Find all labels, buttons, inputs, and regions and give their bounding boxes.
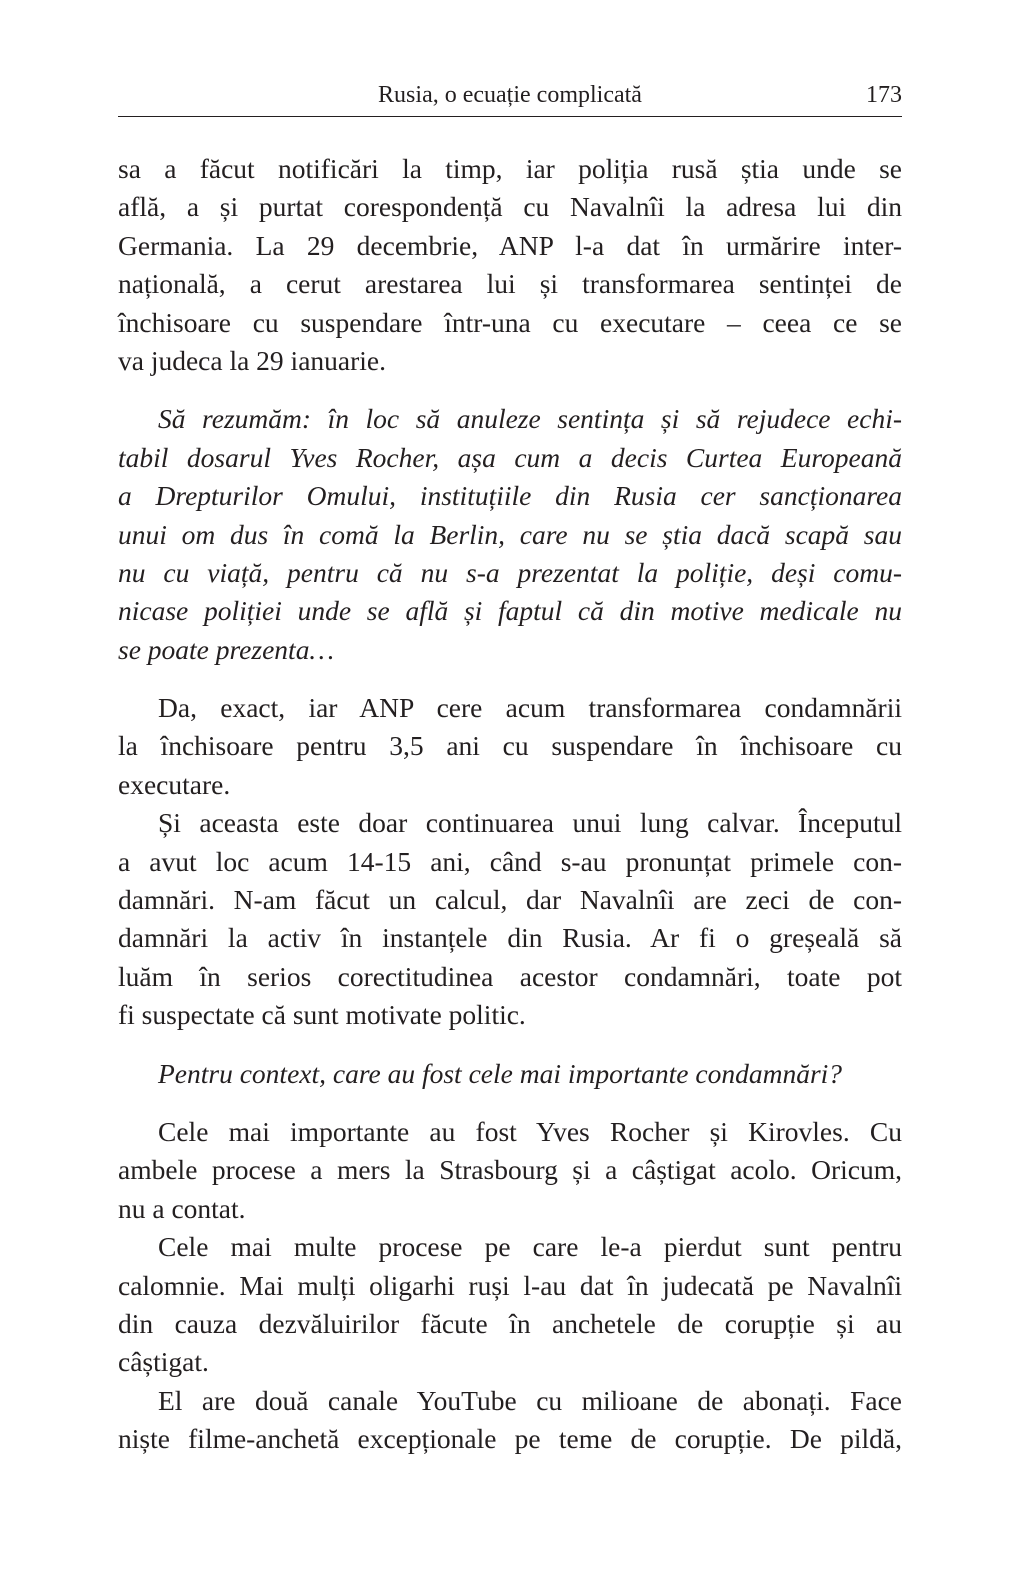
text-line: Germania. La 29 decembrie, ANP l-a dat în urmărire inter- <box>118 229 902 261</box>
paragraph <box>118 1228 902 1382</box>
question-paragraph <box>118 1055 902 1093</box>
text-line: națională, a cerut arestarea lui și transformarea sentinței de <box>118 268 902 300</box>
text-line: executare. <box>118 768 231 800</box>
text-line: ambele procese a mers la Strasbourg și a câștigat acolo. Oricum, <box>118 1154 902 1186</box>
header-rule <box>118 116 902 117</box>
paragraph <box>118 804 902 1034</box>
text-line: Și aceasta este doar continuarea unui lung calvar. Începutul <box>158 807 902 839</box>
text-line: damnări la activ în instanțele din Rusia. Ar fi o greșeală să <box>118 922 902 954</box>
page-number: 173 <box>866 82 902 108</box>
text-line: câștigat. <box>118 1346 209 1378</box>
page-body <box>118 150 902 1459</box>
paragraph <box>118 689 902 804</box>
text-line: la închisoare pentru 3,5 ani cu suspendare în închisoare cu <box>118 730 902 762</box>
text-line: află, a și purtat corespondență cu Navalnîi la adresa lui din <box>118 191 902 223</box>
paragraph <box>118 1113 902 1228</box>
text-line: nicase poliției unde se află și faptul că din motive medicale nu <box>118 595 902 627</box>
text-line: va judeca la 29 ianuarie. <box>118 344 386 376</box>
text-line: Pentru context, care au fost cele mai importante condamnări? <box>158 1057 843 1089</box>
paragraph <box>118 150 902 380</box>
text-line: fi suspectate că sunt motivate politic. <box>118 999 526 1031</box>
text-line: a avut loc acum 14-15 ani, când s-au pronunțat primele con- <box>118 845 902 877</box>
text-line: nu cu viață, pentru că nu s-a prezentat la poliție, deși comu- <box>118 556 902 588</box>
text-line: Să rezumăm: în loc să anuleze sentința și să rejudece echi- <box>158 403 902 435</box>
text-line: Cele mai importante au fost Yves Rocher și Kirovles. Cu <box>158 1115 902 1147</box>
text-line: luăm în serios corectitudinea acestor condamnări, toate pot <box>118 960 902 992</box>
text-line: unui om dus în comă la Berlin, care nu se știa dacă scapă sau <box>118 518 902 550</box>
text-line: tabil dosarul Yves Rocher, așa cum a decis Curtea Europeană <box>118 441 902 473</box>
running-title: Rusia, o ecuație complicată <box>378 82 642 108</box>
text-line: nu a contat. <box>118 1192 246 1224</box>
text-line: niște filme-anchetă excepționale pe teme de corupție. De pildă, <box>118 1423 902 1455</box>
text-line: a Drepturilor Omului, instituțiile din Rusia cer sancționarea <box>118 480 902 512</box>
text-line: El are două canale YouTube cu milioane de abonați. Face <box>158 1384 902 1416</box>
text-line: se poate prezenta… <box>118 633 334 665</box>
text-line: calomnie. Mai mulți oligarhi ruși l-au dat în judecată pe Navalnîi <box>118 1269 902 1301</box>
text-line: Cele mai multe procese pe care le-a pierdut sunt pentru <box>158 1231 902 1263</box>
question-paragraph <box>118 400 902 669</box>
running-header <box>118 78 902 116</box>
text-line: Da, exact, iar ANP cere acum transformarea condamnării <box>158 692 902 724</box>
text-line: damnări. N-am făcut un calcul, dar Navalnîi are zeci de con- <box>118 884 902 916</box>
text-line: închisoare cu suspendare într-una cu executare – ceea ce se <box>118 306 902 338</box>
text-line: sa a făcut notificări la timp, iar poliția rusă știa unde se <box>118 153 902 184</box>
paragraph <box>118 1382 902 1459</box>
text-line: din cauza dezvăluirilor făcute în anchetele de corupție și au <box>118 1307 902 1339</box>
